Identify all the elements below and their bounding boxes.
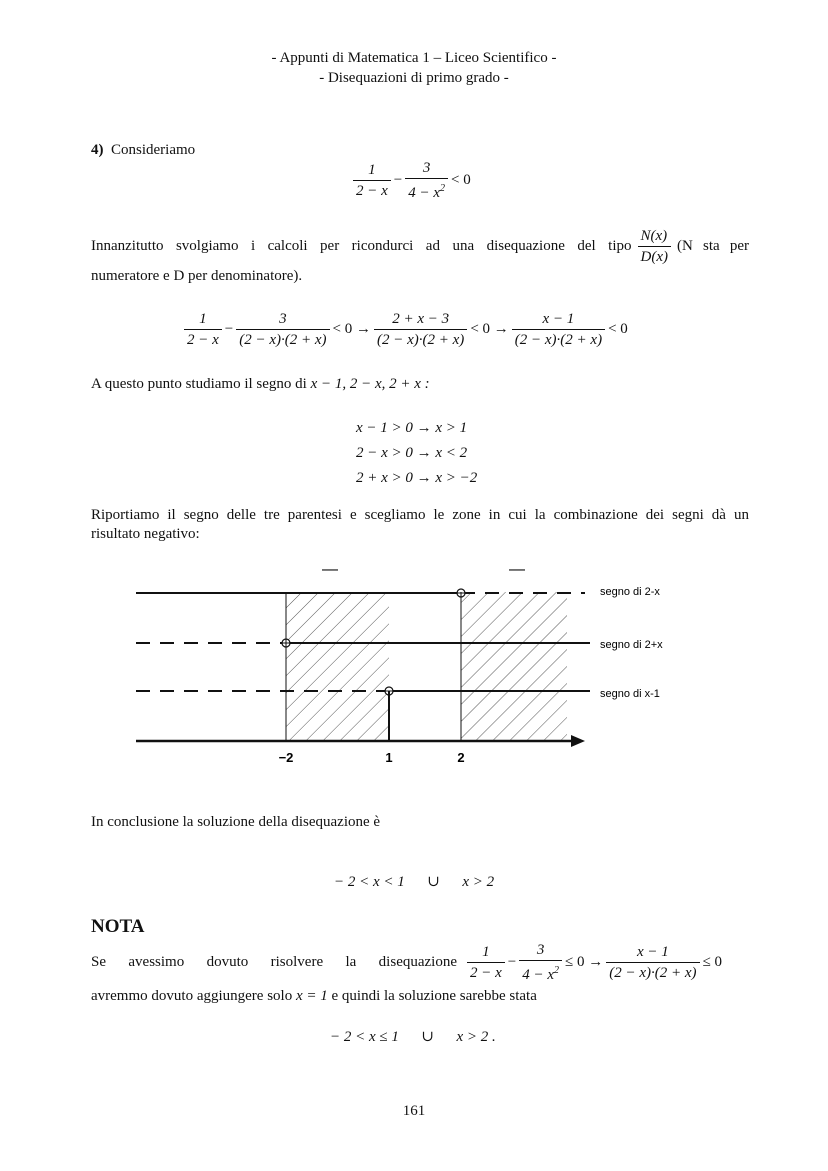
hatched-zone	[286, 592, 389, 740]
fraction: $\frac{1}{2 - x}$	[353, 160, 391, 201]
row-label: segno di 2-x	[600, 586, 660, 598]
fraction: $\frac{3}{4 - x^2}$	[405, 158, 448, 203]
paragraph-1: Innanzitutto svolgiamo i calcoli per ricondurci ad una disequazione del tipo $\frac{N(x)}{D(x)}$ (N sta per	[91, 228, 749, 265]
page-number: 161	[402, 1103, 426, 1119]
example-intro-text: Consideriamo	[111, 142, 196, 158]
paragraph-1-line2: numeratore e D per denominatore).	[91, 268, 303, 284]
fraction-nd: $\frac{N(x)}{D(x)}$	[638, 226, 671, 267]
nota-inequality: $\frac{1}{2 - x}$ − $\frac{3}{4 - x^2}$ ≤ 0 → $\frac{x - 1}{(2 - x)\cdot(2 + x)}$ ≤ 0	[467, 940, 725, 985]
row-label: segno di 2+x	[600, 639, 663, 651]
fraction: $\frac{2 + x - 3}{(2 - x)\cdot(2 + x)}$	[374, 309, 467, 350]
sign-case: 2 − x > 0 → x < 2	[356, 445, 468, 461]
tick-label: −2	[278, 750, 294, 765]
hatched-zone	[461, 592, 567, 740]
equivalence-chain: $\frac{1}{2 - x}$ − $\frac{3}{(2 - x)\cdot(2 + x)}$ < 0 → $\frac{2 + x - 3}{(2 - x)\cdot(2 + x)}$ < 0 → $\frac{x - 1}{(2 - x)\cdot(2 + x)}$ < 0	[184, 309, 631, 350]
sign-chart	[130, 560, 690, 770]
negative-mark: —	[509, 561, 525, 578]
nota-title: NOTA	[91, 916, 145, 937]
negative-mark: —	[322, 561, 338, 578]
paragraph-2-line1: Riportiamo il segno delle tre parentesi e scegliamo le zone in cui la combinazione dei segni dà un	[91, 507, 749, 523]
header-title: - Appunti di Matematica 1 – Liceo Scientifico -	[271, 50, 557, 66]
nota-solution: − 2 < x ≤ 1 ∪ x > 2 .	[330, 1029, 496, 1045]
solution: − 2 < x < 1 ∪ x > 2	[334, 874, 495, 890]
fraction: $\frac{1}{2 - x}$	[184, 309, 222, 350]
nota-line2: avremmo dovuto aggiungere solo x = 1 e quindi la soluzione sarebbe stata	[91, 988, 537, 1004]
row-label: segno di x-1	[600, 688, 660, 700]
example-intro	[91, 142, 195, 159]
sign-cases	[356, 416, 477, 491]
nota-line1: Se avessimo dovuto risolvere la disequazione $\frac{1}{2 - x}$ − $\frac{3}{4 - x^2}$ ≤ 0 → $\frac{x - 1}{(2 - x)\cdot(2 + x)}$ ≤ 0	[91, 940, 751, 985]
example-number: 4)	[91, 142, 104, 158]
fraction: $\frac{3}{(2 - x)\cdot(2 + x)}$	[236, 309, 329, 350]
axis-arrow	[571, 735, 585, 747]
tick-label: 2	[457, 750, 465, 765]
sign-case: x − 1 > 0 → x > 1	[356, 420, 468, 436]
tick-label: 1	[385, 750, 393, 765]
header-subtitle: - Disequazioni di primo grado -	[319, 70, 509, 86]
sign-intro: A questo punto studiamo il segno di x − 1, 2 − x, 2 + x :	[91, 376, 430, 392]
main-inequality: $\frac{1}{2 - x}$ − $\frac{3}{4 - x^2}$ < 0	[353, 158, 474, 203]
sign-case: 2 + x > 0 → x > −2	[356, 470, 478, 486]
conclusion-text: In conclusione la soluzione della disequazione è	[91, 814, 381, 830]
paragraph-2-line2: risultato negativo:	[91, 526, 200, 542]
fraction: $\frac{x - 1}{(2 - x)\cdot(2 + x)}$	[512, 309, 605, 350]
